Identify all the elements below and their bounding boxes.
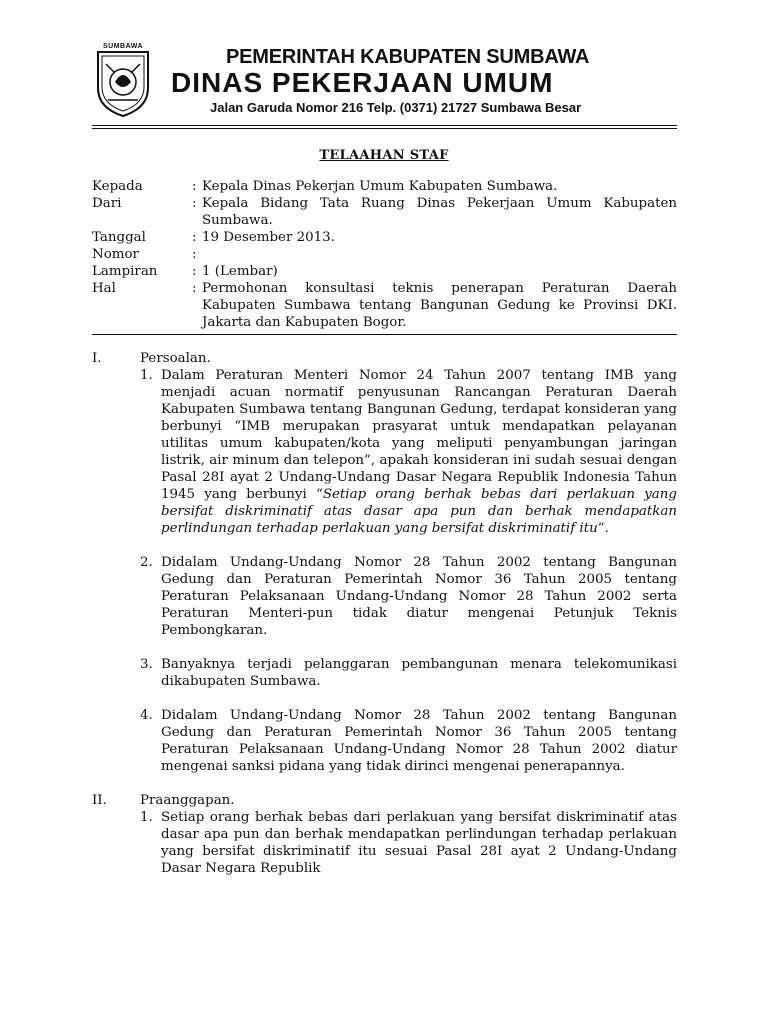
numbered-item bbox=[140, 707, 677, 775]
meta-colon: : bbox=[192, 281, 197, 296]
document-title-text: TELAAHAN STAF bbox=[319, 148, 449, 163]
numbered-item bbox=[140, 656, 677, 690]
meta-colon: : bbox=[192, 247, 197, 262]
meta-value: 1 (Lembar) bbox=[202, 264, 278, 279]
sumbawa-coat-of-arms-logo bbox=[94, 42, 152, 118]
meta-colon: : bbox=[192, 179, 197, 194]
item-text: Didalam Undang-Undang Nomor 28 Tahun 2002 tentang Bangunan Gedung dan Peraturan Pemerintah Nomor 36 Tahun 2005 tentang Peraturan Pelaksanaan Undang-Undang Nomor 28 Tahun 2002 diatur mengenai sanksi pidana yang tidak dirinci mengenai penerapannya. bbox=[161, 708, 677, 774]
letterhead bbox=[92, 42, 677, 120]
meta-value: Kepala Bidang Tata Ruang Dinas Pekerjaan Umum Kabupaten Sumbawa. bbox=[202, 196, 677, 228]
section-gap bbox=[92, 775, 677, 792]
quoted-article-text: Setiap orang berhak bebas dari perlakuan yang bersifat diskriminatif atas dasar apa pun dan berhak mendapatkan perlindungan terhadap perlakuan yang bersifat diskriminatif itu bbox=[161, 487, 677, 536]
item-gap bbox=[92, 639, 677, 656]
meta-value: Kepala Dinas Pekerjan Umum Kabupaten Sumbawa. bbox=[202, 179, 558, 194]
meta-row bbox=[92, 229, 677, 246]
government-name: PEMERINTAH KABUPATEN SUMBAWA bbox=[226, 46, 590, 68]
meta-value: 19 Desember 2013. bbox=[202, 230, 335, 245]
document-title bbox=[0, 148, 768, 163]
department-address: Jalan Garuda Nomor 216 Telp. (0371) 21727 Sumbawa Besar bbox=[210, 100, 582, 115]
section-heading bbox=[92, 792, 677, 809]
item-number: 4. bbox=[140, 708, 153, 723]
department-name: DINAS PEKERJAAN UMUM bbox=[171, 67, 554, 98]
section-number: II. bbox=[92, 793, 107, 808]
item-number: 1. bbox=[140, 810, 153, 825]
item-text: Dalam Peraturan Menteri Nomor 24 Tahun 2007 tentang IMB yang menjadi acuan normatif penyusunan Rancangan Peraturan Daerah Kabupaten Sumbawa tentang Bangunan Gedung, terdapat konsideran yang berbunyi “IMB merupakan prasyarat untuk mendapatkan pelayanan utilitas umum kabupaten/kota yang meliputi penyambungan jaringan listrik, air minum dan telepon”, apakah konsideran ini sudah sesuai dengan Pasal 28I ayat 2 Undang-Undang Dasar Negara Republik Indonesia Tahun 1945 yang berbunyi “Setiap orang berhak bebas dari perlakuan yang bersifat diskriminatif atas dasar apa pun dan berhak mendapatkan perlindungan terhadap perlakuan yang bersifat diskriminatif itu”. bbox=[161, 368, 677, 536]
meta-row bbox=[92, 246, 677, 263]
header-divider-thin bbox=[92, 128, 677, 129]
meta-label: Nomor bbox=[92, 247, 139, 262]
section-number: I. bbox=[92, 351, 102, 366]
meta-label: Hal bbox=[92, 281, 116, 296]
section-title: Persoalan. bbox=[140, 351, 211, 366]
meta-colon: : bbox=[192, 264, 197, 279]
meta-colon: : bbox=[192, 196, 197, 211]
item-gap bbox=[92, 690, 677, 707]
item-text: Setiap orang berhak bebas dari perlakuan yang bersifat diskriminatif atas dasar apa pun dan berhak mendapatkan perlindungan terhadap perlakuan yang bersifat diskriminatif itu sesuai Pasal 28I ayat 2 Undang-Undang Dasar Negara Republik bbox=[161, 810, 677, 876]
meta-label: Dari bbox=[92, 196, 122, 211]
meta-label: Tanggal bbox=[92, 230, 146, 245]
item-number: 3. bbox=[140, 657, 153, 672]
numbered-item bbox=[140, 809, 677, 877]
document-body bbox=[92, 350, 677, 877]
header-divider-thick bbox=[92, 125, 677, 126]
numbered-item bbox=[140, 554, 677, 639]
section-title: Praanggapan. bbox=[140, 793, 235, 808]
numbered-item bbox=[140, 367, 677, 537]
item-text: Didalam Undang-Undang Nomor 28 Tahun 2002 tentang Bangunan Gedung dan Peraturan Pemerintah Nomor 36 Tahun 2005 tentang Peraturan Pelaksanaan Undang-Undang Nomor 28 Tahun 2002 serta Peraturan Menteri-pun tidak diatur mengenai Petunjuk Teknis Pembongkaran. bbox=[161, 555, 677, 638]
meta-value: Permohonan konsultasi teknis penerapan Peraturan Daerah Kabupaten Sumbawa tentang Bangunan Gedung ke Provinsi DKI. Jakarta dan Kabupaten Bogor. bbox=[202, 281, 677, 330]
meta-row bbox=[92, 195, 677, 229]
section-heading bbox=[92, 350, 677, 367]
meta-divider bbox=[92, 334, 677, 335]
meta-colon: : bbox=[192, 230, 197, 245]
meta-label: Lampiran bbox=[92, 264, 158, 279]
memo-meta-table bbox=[92, 178, 677, 331]
meta-row bbox=[92, 263, 677, 280]
meta-row bbox=[92, 178, 677, 195]
meta-row bbox=[92, 280, 677, 331]
item-gap bbox=[92, 537, 677, 554]
meta-value bbox=[202, 246, 677, 263]
logo-label: SUMBAWA bbox=[102, 43, 144, 50]
item-number: 2. bbox=[140, 555, 153, 570]
item-text: Banyaknya terjadi pelanggaran pembangunan menara telekomunikasi dikabupaten Sumbawa. bbox=[161, 657, 677, 689]
item-number: 1. bbox=[140, 368, 153, 383]
meta-label: Kepada bbox=[92, 179, 143, 194]
